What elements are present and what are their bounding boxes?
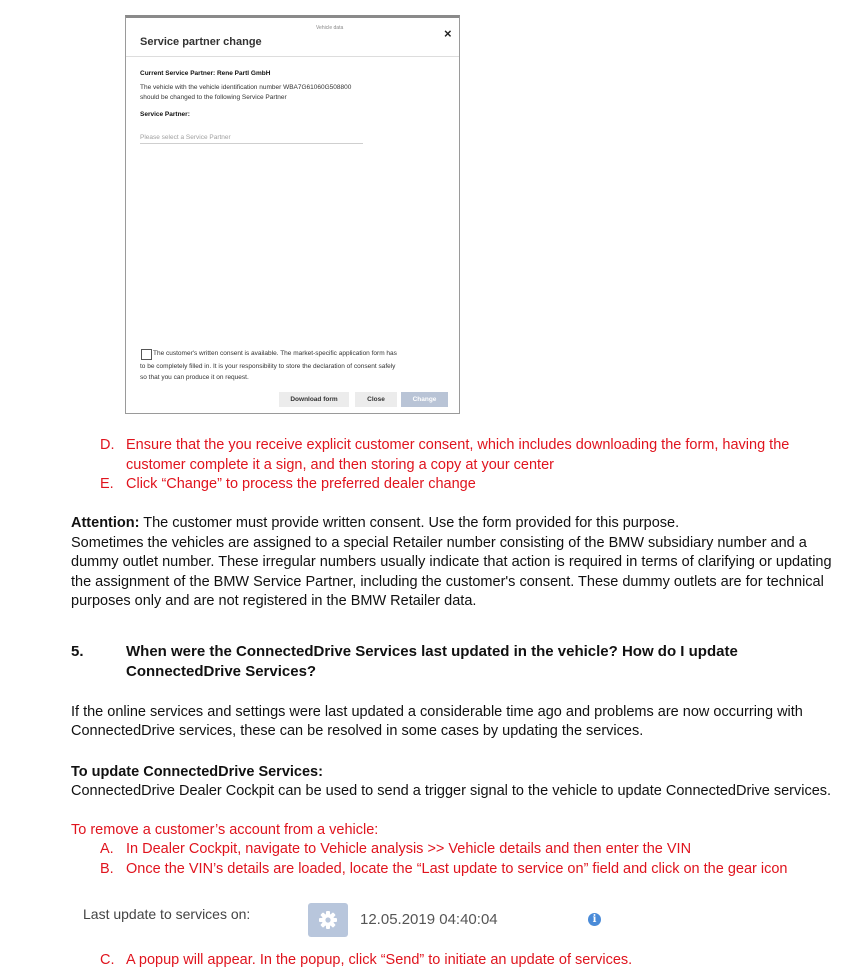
attention-para-3: the assignment of the BMW Service Partner, including the customer's consent. These dummy outlets are for technical — [71, 574, 824, 590]
change-button[interactable]: Change — [401, 392, 448, 407]
consent-text-line-2: to be completely filled in. It is your responsibility to store the declaration of consent safely — [140, 363, 396, 370]
gear-icon — [308, 903, 348, 937]
last-update-value: 12.05.2019 04:40:04 — [360, 911, 498, 928]
consent-text-line-3: so that you can produce it on request. — [140, 374, 249, 381]
attention-para-2: dummy outlet number. These irregular numbers usually indicate that action is required in terms of clarifying or updating — [71, 554, 832, 570]
close-button[interactable]: Close — [355, 392, 397, 407]
close-icon[interactable]: × — [444, 26, 452, 41]
step-b-text: Once the VIN’s details are loaded, locate the “Last update to service on” field and click on the gear icon — [126, 861, 788, 877]
step-e-line-1: Click “Change” to process the preferred dealer change — [126, 476, 476, 492]
step-c-letter: C. — [100, 952, 115, 968]
consent-text-line-1: The customer's written consent is available. The market-specific application form has — [153, 350, 397, 357]
section-intro-line-1: If the online services and settings were last updated a considerable time ago and problems are now occurring with — [71, 704, 803, 720]
step-d-letter: D. — [100, 437, 115, 453]
dialog-title: Service partner change — [140, 36, 262, 48]
section-title-line-2: ConnectedDrive Services? — [126, 663, 317, 680]
step-d-line-1: Ensure that the you receive explicit customer consent, which includes downloading the form, having the — [126, 437, 790, 453]
section-intro-line-2: ConnectedDrive services, these can be resolved in some cases by updating the services. — [71, 723, 644, 739]
last-update-label: Last update to services on: — [83, 906, 251, 922]
section-title-line-1: When were the ConnectedDrive Services last updated in the vehicle? How do I update — [126, 643, 738, 660]
attention-para-1: Sometimes the vehicles are assigned to a special Retailer number consisting of the BMW subsidiary number and a — [71, 535, 807, 551]
attention-label: Attention: — [71, 515, 140, 531]
update-heading: To update ConnectedDrive Services: — [71, 764, 323, 780]
remove-heading: To remove a customer’s account from a vehicle: — [71, 822, 379, 838]
info-icon[interactable]: i — [588, 913, 601, 926]
step-b-letter: B. — [100, 861, 114, 877]
vin-text-line-2: should be changed to the following Service Partner — [140, 94, 287, 101]
gear-button[interactable] — [308, 903, 348, 937]
step-a-letter: A. — [100, 841, 114, 857]
update-text: ConnectedDrive Dealer Cockpit can be used to send a trigger signal to the vehicle to update ConnectedDrive services. — [71, 783, 832, 799]
service-partner-select[interactable] — [140, 131, 363, 144]
attention-para-4: purposes only and are not registered in the BMW Retailer data. — [71, 593, 477, 609]
dialog-top-text: Vehicle data — [316, 25, 344, 31]
consent-checkbox[interactable] — [141, 349, 152, 360]
service-partner-dialog — [125, 15, 460, 414]
step-d-line-2: customer complete it a sign, and then storing a copy at your center — [126, 457, 554, 473]
dialog-divider — [126, 56, 459, 57]
attention-paragraph — [71, 513, 679, 533]
vin-text-line-1: The vehicle with the vehicle identification number WBA7G61060G508800 — [140, 84, 352, 91]
service-partner-label: Service Partner: — [140, 111, 190, 118]
current-partner-text: Current Service Partner: Rene Partl GmbH — [140, 70, 271, 77]
step-c-text: A popup will appear. In the popup, click “Send” to initiate an update of services. — [126, 952, 633, 968]
step-a-text: In Dealer Cockpit, navigate to Vehicle analysis >> Vehicle details and then enter the VIN — [126, 841, 692, 857]
attention-text: The customer must provide written consent. Use the form provided for this purpose. — [139, 515, 680, 531]
step-e-letter: E. — [100, 476, 114, 492]
download-form-button[interactable]: Download form — [279, 392, 349, 407]
section-number: 5. — [71, 643, 84, 660]
